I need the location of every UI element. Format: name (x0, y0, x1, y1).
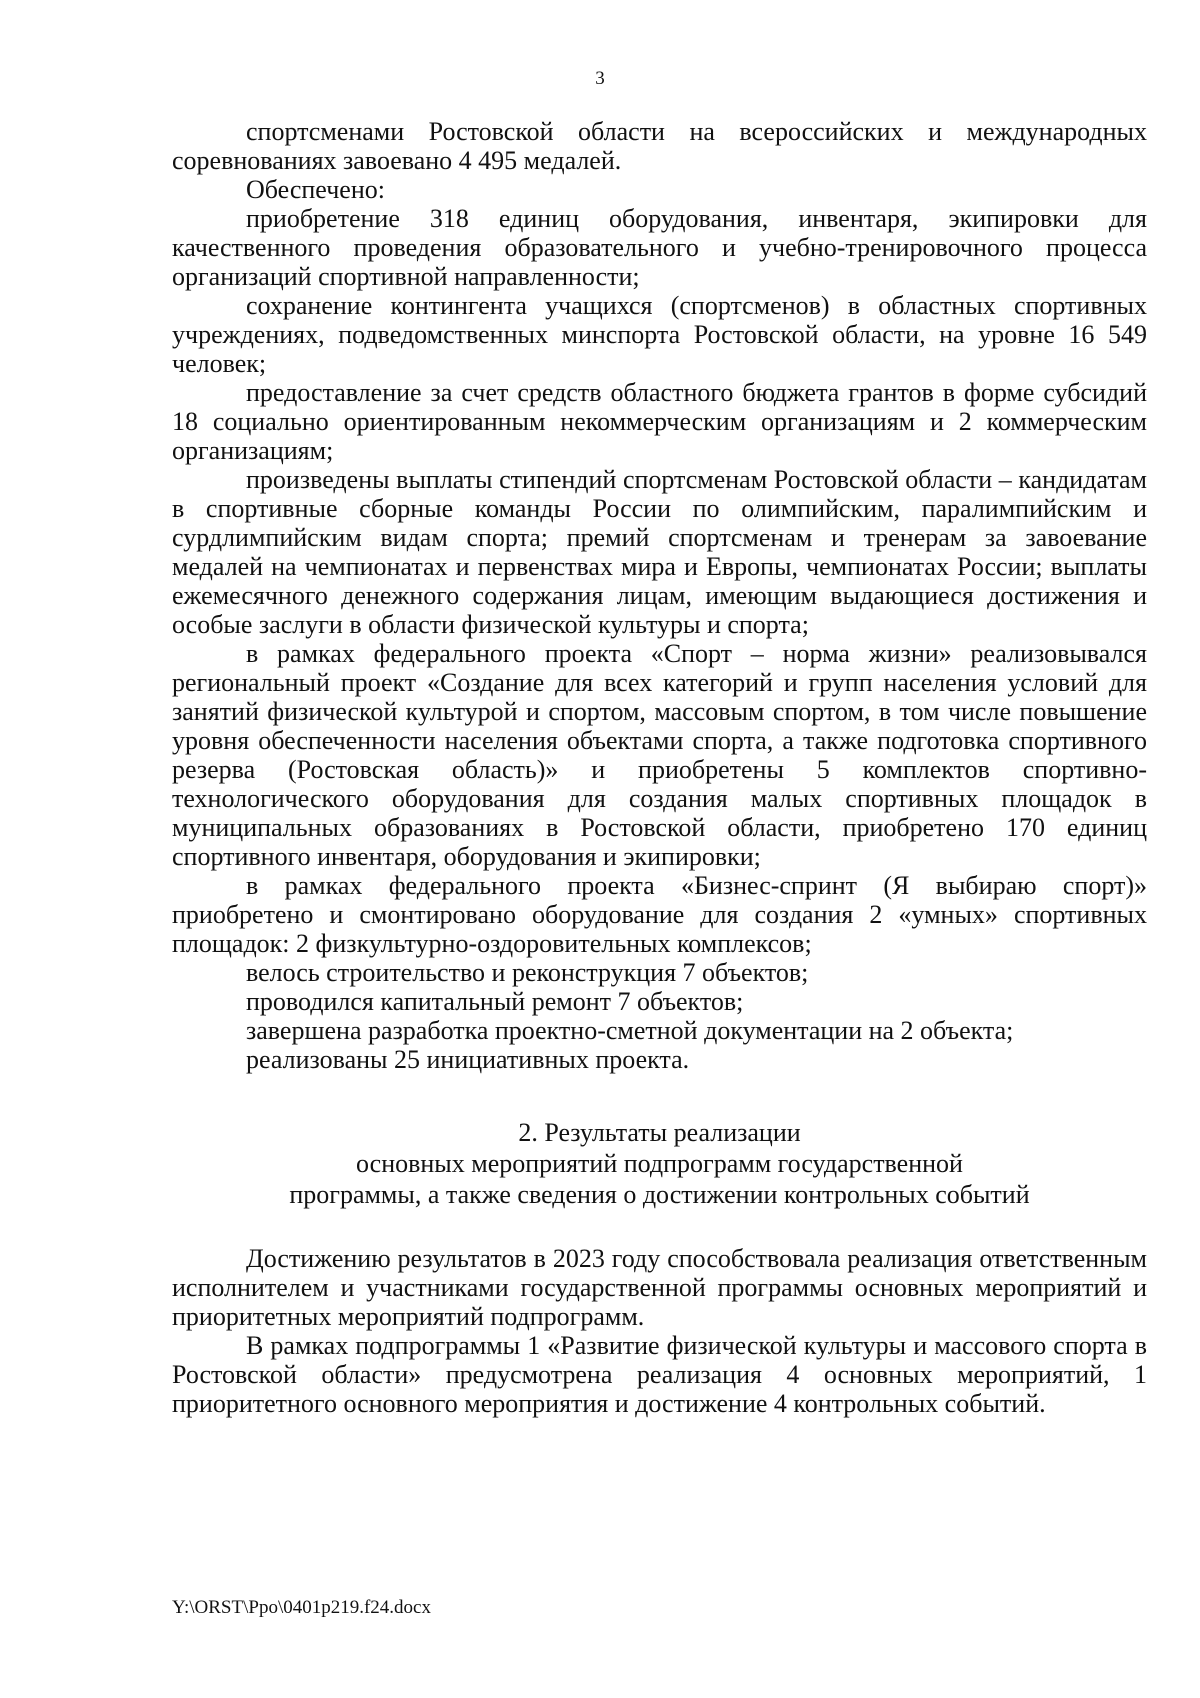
paragraph-grants: предоставление за счет средств областного бюджета грантов в форме субсидий 18 социально ориентированным некоммерческим организациям и 2 коммерческим организациям; (172, 378, 1147, 465)
paragraph-provided: Обеспечено: (246, 175, 385, 204)
document-body (172, 117, 1147, 1418)
paragraph-sport-norm-project: в рамках федерального проекта «Спорт – норма жизни» реализовывался региональный проект «Создание для всех категорий и групп населения условий для занятий физической культурой и спортом, массовым спортом, в том числе повышение уровня обеспеченности населения объектами спорта, а также подготовка спортивного резерва (Ростовская область)» и приобретены 5 комплектов спортивно-технологического оборудования для создания малых спортивных площадок в муниципальных образованиях в Ростовской области, приобретено 170 единиц спортивного инвентаря, оборудования и экипировки; (172, 639, 1147, 871)
section-heading-line-1: 2. Результаты реализации (518, 1118, 801, 1147)
section-heading-line-2: основных мероприятий подпрограмм государственной (356, 1149, 963, 1178)
paragraph-initiative-projects: реализованы 25 инициативных проекта. (246, 1045, 690, 1074)
paragraph-achievement: Достижению результатов в 2023 году способствовала реализация ответственным исполнителем и участниками государственной программы основных мероприятий и приоритетных мероприятий подпрограмм. (172, 1244, 1147, 1331)
section-heading (172, 1117, 1147, 1210)
paragraph-equipment: приобретение 318 единиц оборудования, инвентаря, экипировки для качественного проведения образовательного и учебно-тренировочного процесса организаций спортивной направленности; (172, 204, 1147, 291)
paragraph-repair: проводился капитальный ремонт 7 объектов; (246, 987, 744, 1016)
paragraph-scholarships: произведены выплаты стипендий спортсменам Ростовской области – кандидатам в спортивные сборные команды России по олимпийским, паралимпийским и сурдлимпийским видам спорта; премий спортсменам и тренерам за завоевание медалей на чемпионатах и первенствах мира и Европы, чемпионатах России; выплаты ежемесячного денежного содержания лицам, имеющим выдающиеся достижения и особые заслуги в области физической культуры и спорта; (172, 465, 1147, 639)
section-heading-line-3: программы, а также сведения о достижении контрольных событий (289, 1180, 1030, 1209)
paragraph-medals: спортсменами Ростовской области на всероссийских и международных соревнованиях завоевано 4 495 медалей. (172, 117, 1147, 175)
paragraph-contingent: сохранение контингента учащихся (спортсменов) в областных спортивных учреждениях, подведомственных минспорта Ростовской области, на уровне 16 549 человек; (172, 291, 1147, 378)
paragraph-subprogram-1: В рамках подпрограммы 1 «Развитие физической культуры и массового спорта в Ростовской области» предусмотрена реализация 4 основных мероприятий, 1 приоритетного основного мероприятия и достижение 4 контрольных событий. (172, 1331, 1147, 1418)
paragraph-design-docs: завершена разработка проектно-сметной документации на 2 объекта; (246, 1016, 1014, 1045)
paragraph-construction: велось строительство и реконструкция 7 объектов; (246, 958, 809, 987)
paragraph-business-sprint-project: в рамках федерального проекта «Бизнес-спринт (Я выбираю спорт)» приобретено и смонтировано оборудование для создания 2 «умных» спортивных площадок: 2 физкультурно-оздоровительных комплексов; (172, 871, 1147, 958)
page-number: 3 (595, 68, 605, 89)
footer-file-path: Y:\ORST\Ppo\0401p219.f24.docx (172, 1597, 431, 1618)
